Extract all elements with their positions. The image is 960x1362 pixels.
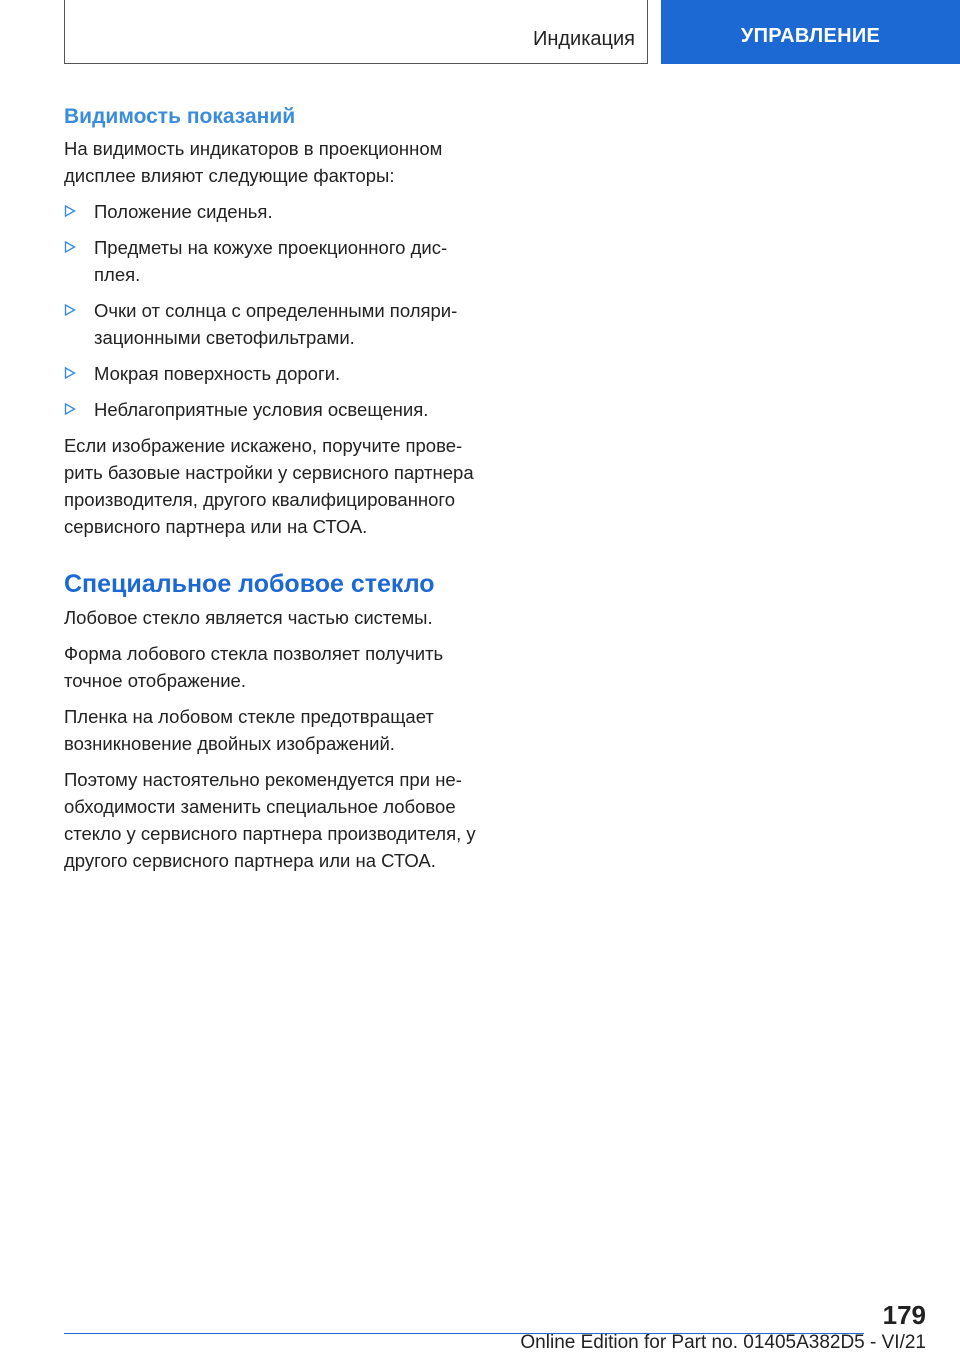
header-frame [64,0,648,64]
body-paragraph: Поэтому настоятельно рекомендуется при необходимости заменить специальное лобовое стекло у сервисного партнера производителя, у другого сервисного партнера или на СТОА. [64,769,476,871]
body-paragraph: Пленка на лобовом стекле предотвращает возникновение двойных изображений. [64,706,434,754]
triangle-right-icon [64,367,76,379]
triangle-right-icon [64,241,76,253]
section-heading-windshield: Специальное лобовое стекло [64,570,435,598]
page-content [64,101,484,883]
list-item-text: Неблагоприятные условия освещения. [94,399,429,420]
chapter-tab-label: УПРАВЛЕНИЕ [740,24,881,47]
list-item-text: Положение сиденья. [94,201,273,222]
list-item [64,360,484,387]
list-item [64,297,484,351]
service-note-paragraph: Если изображение искажено, поручите проверить базовые настройки у сервисного партнера производителя, другого квалифицированного сервисного партнера или на СТОА. [64,435,474,537]
body-paragraph: Форма лобового стекла позволяет получить точное отображение. [64,643,444,691]
intro-paragraph: На видимость индикаторов в проекционном дисплее влияют следующие факторы: [64,138,443,186]
body-paragraph: Лобовое стекло является частью системы. [64,607,433,628]
triangle-right-icon [64,205,76,217]
list-item [64,234,484,288]
triangle-right-icon [64,304,76,316]
list-item-text: Очки от солнца с определенными поляризационными светофильтрами. [94,300,458,348]
factor-list [64,198,484,423]
chapter-tab[interactable] [661,0,960,64]
list-item [64,396,484,423]
list-item-text: Мокрая поверхность дороги. [94,363,341,384]
edition-footer: Online Edition for Part no. 01405A382D5 - VI/21 [520,1332,926,1353]
list-item [64,198,484,225]
triangle-right-icon [64,403,76,415]
section-label: Индикация [532,28,635,50]
section-heading-visibility: Видимость показаний [64,105,296,128]
page-number: 179 [882,1300,926,1330]
list-item-text: Предметы на кожухе проекционного дисплея. [94,237,448,285]
